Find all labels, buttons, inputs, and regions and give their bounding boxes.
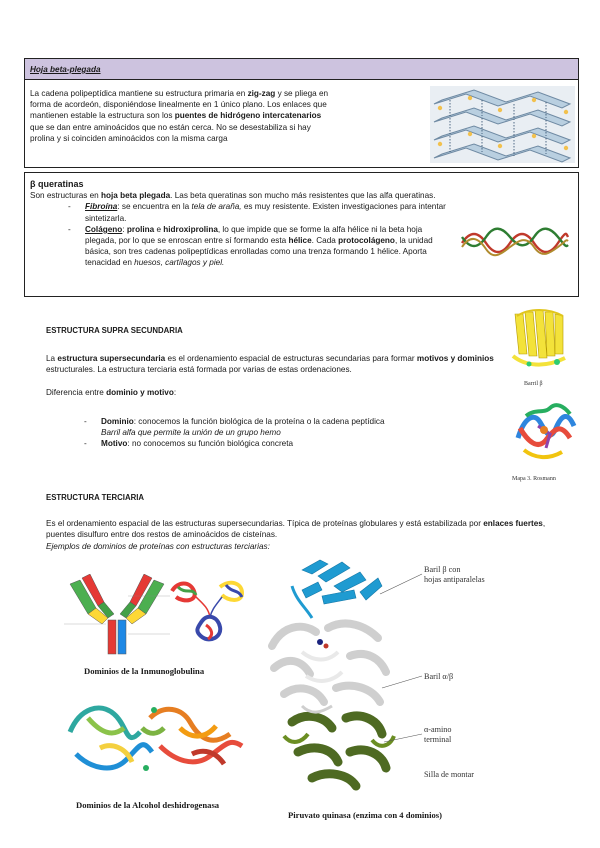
collagen-triple-helix — [460, 225, 570, 260]
immunoglobulin-ribbon — [168, 577, 248, 649]
beta-keratin-title: β queratinas — [30, 179, 84, 189]
annotation-lines — [376, 570, 426, 770]
fibroin-item: - Fibroína: se encuentra en la tela de araña, es muy resistente. Existen investigaciones para intentar sintetizarla. — [85, 201, 455, 223]
supra-title: ESTRUCTURA SUPRA SECUNDARIA — [46, 326, 183, 335]
beta-sheet-box — [24, 58, 579, 168]
annotation-barril-beta: Baril β con hojas antiparalelas — [424, 565, 485, 584]
beta-sheet-title: Hoja beta-plegada — [30, 65, 101, 74]
beta-barrel-image — [505, 306, 577, 376]
alcohol-dehydrogenase-caption: Dominios de la Alcohol deshidrogenasa — [76, 800, 220, 810]
beta-keratin-text: β queratinas Son estructuras en hoja beta plegada. Las beta queratinas son mucho más resistentes que las alfa queratinas. - Fibroína: se encuentra en la tela de araña, es muy resistente. Existen investigaciones para intentar sintetizarla. - Colágeno: prolina e hidroxiprolina, lo que impide que se forme la alfa hélice ni la beta hoja plegada, por lo que se enroscan entre sí formando esta hélice. Cada protocolágeno, la unidad básica, son tres cadenas polipeptídicas enrolladas como una trenza formando 1 hélice. Aporta tenacidad en huesos, cartílagos y piel. — [30, 179, 575, 269]
rossmann-fold-image — [510, 398, 582, 468]
alcohol-dehydrogenase-ribbon — [60, 688, 250, 788]
beta-sheet-header — [25, 59, 578, 80]
domain-motif-list — [46, 416, 385, 450]
terciaria-title: ESTRUCTURA TERCIARIA — [46, 493, 145, 502]
annotation-silla: Silla de montar — [424, 770, 475, 779]
immunoglobulin-schematic — [62, 574, 172, 658]
beta-barrel-caption: Barril β — [524, 381, 543, 387]
immunoglobulin-caption: Dominios de la Inmunoglobulina — [84, 666, 205, 676]
collagen-item: - Colágeno: prolina e hidroxiprolina, lo que impide que se forme la alfa hélice ni la beta hoja plegada, por lo que se enroscan entre sí formando esta hélice. Cada protocolágeno, la unidad básica, son tres cadenas polipeptídicas enrolladas como una trenza formando 1 hélice. Aporta tenacidad en huesos, cartílagos y piel. — [85, 224, 455, 269]
terciaria-examples: Ejemplos de dominios de proteínas con estructuras terciarias: — [46, 542, 270, 551]
supra-difference: Diferencia entre dominio y motivo: — [46, 388, 177, 397]
beta-keratin-box — [24, 172, 579, 297]
rossmann-caption: Mapa 3. Rosmann — [512, 476, 556, 482]
motif-item: - Motivo: no conocemos su función biológica concreta — [101, 438, 385, 449]
terciaria-paragraph: Es el ordenamiento espacial de las estructuras supersecundarias. Típica de proteínas globulares y está estabilizada por enlaces fuertes, puentes disulfuro entre dos restos de aminoácidos de cisteínas. — [46, 519, 546, 540]
pyruvate-kinase-caption: Piruvato quinasa (enzima con 4 dominios) — [288, 810, 442, 820]
annotation-barril-alfa-beta: Baril α/β — [424, 672, 454, 681]
annotation-amino-terminal: α-amino terminal — [424, 725, 452, 744]
beta-sheet-text: La cadena polipeptídica mantiene su estructura primaria en zig-zag y se pliega en forma de acordeón, disponiéndose linealmente en 1 único plano. Los enlaces que mantienen estable la estructura son los puentes de hidrógeno intercatenarios que se dan entre aminoácidos que no están cerca. No se desestabiliza si hay prolina y si coinciden aminoácidos con la misma carga — [30, 89, 329, 143]
beta-sheet-illustration — [430, 86, 575, 163]
domain-item: - Dominio: conocemos la función biológica de la proteína o la cadena peptídica Barril alfa que permite la unión de un grupo hemo — [101, 416, 385, 438]
supra-paragraph: La estructura supersecundaria es el ordenamiento espacial de estructuras secundarias para formar motivos y dominios estructurales. La estructura terciaria está formada por varias de estas ordenaciones. — [46, 354, 494, 375]
